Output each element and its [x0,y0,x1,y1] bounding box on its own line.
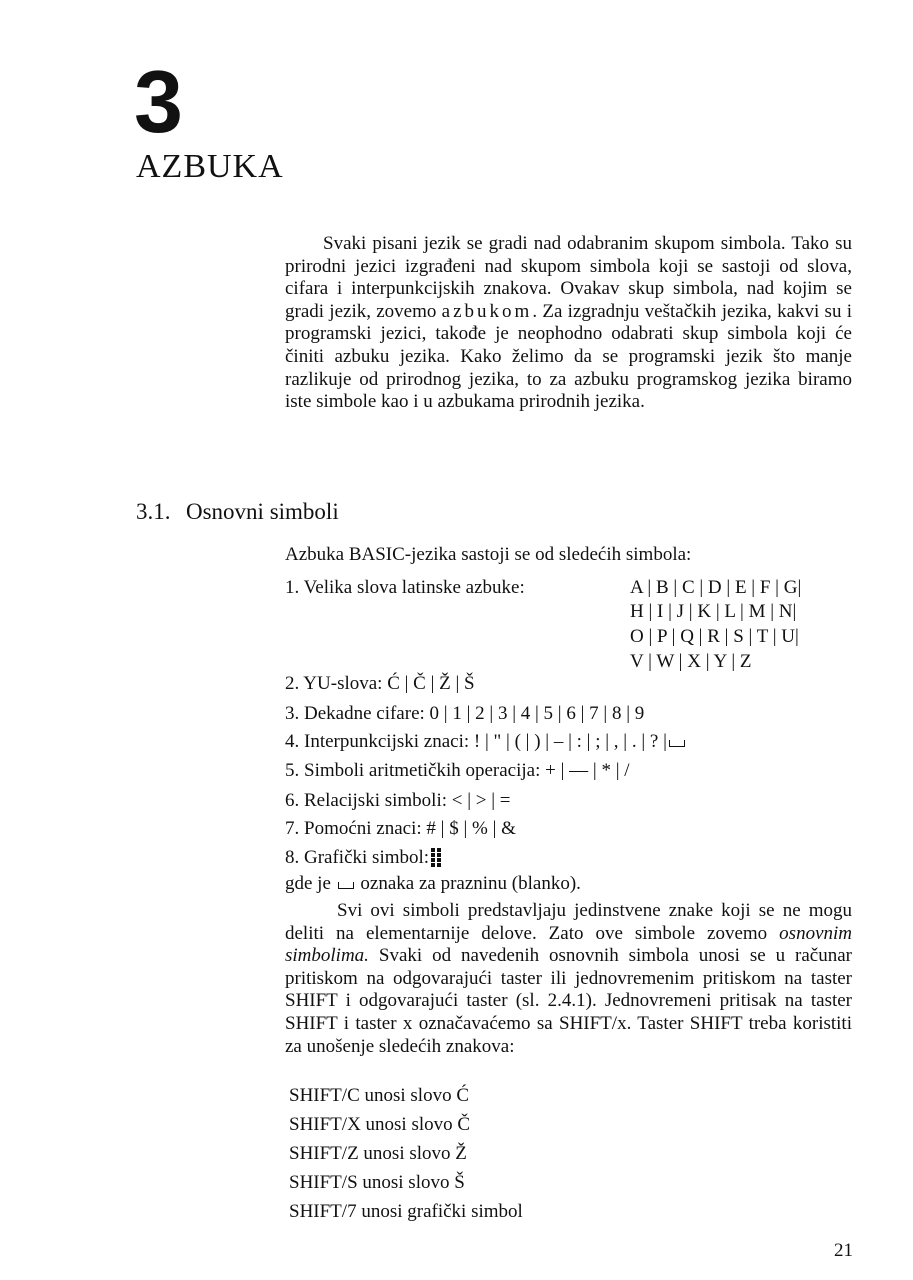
item-2: 2. YU-slova: Ć | Č | Ž | Š [285,673,475,694]
body-term: osnovnim simbolima. [285,922,852,967]
item-8 [285,847,441,869]
item-8-text: 8. Grafički simbol: [285,847,430,868]
section-lead: Azbuka BASIC-jezika sastoji se od sledećih simbola: [285,544,692,565]
blank-space-icon [669,740,685,747]
item-6: 6. Relacijski simboli: < | > | = [285,790,511,811]
item-3: 3. Dekadne cifare: 0 | 1 | 2 | 3 | 4 | 5 | 6 | 7 | 8 | 9 [285,703,645,724]
item-1-row-2: H | I | J | K | L | M | N| [630,601,797,622]
item-4-text: 4. Interpunkcijski znaci: ! | " | ( | ) | – | : | ; | , | . | ? | [285,731,667,752]
body-text-1: Svi ovi simboli predstavljaju jedinstvene znake koji se ne mogu deliti na elementarnije delove. Zato ove simbole zovemo [285,900,852,944]
blank-note [285,873,581,895]
page-number: 21 [834,1240,853,1261]
section-number: 3.1. [136,499,171,524]
section-heading [136,500,339,523]
intro-text-1: Svaki pisani jezik se gradi nad odabranim skupom simbola. Tako su prirodni jezici izgrađeni nad skupom simbola koji se sastoji od slova, cifara i interpunkcijskih znakova. Ovakav skup simbola, nad kojim se gradi jezik, zovemo [285,233,852,322]
blank-note-text-a: gde je [285,873,331,894]
shift-item: SHIFT/7 unosi grafički simbol [289,1201,523,1222]
intro-term: azbukom [441,300,533,322]
item-5: 5. Simboli aritmetičkih operacija: + | — | * | / [285,760,630,781]
intro-paragraph [285,233,852,414]
body-paragraph [285,900,852,1058]
blank-note-text-b: oznaka za prazninu (blanko). [360,873,581,894]
intro-text-2: . Za izgradnju veštačkih jezika, kakvi su i programski jezici, takođe je neophodno odabrati skup simbola koji će činiti azbuku jezika. Kako želimo da se programski jezik što manje razlikuje od prirodnog jezika, to za azbuku programskog jezika biramo iste simbole kao i u azbukama prirodnih jezika. [285,300,852,413]
item-1-row-3: O | P | Q | R | S | T | U| [630,626,799,647]
blank-space-icon [338,882,354,889]
body-text-2: Svaki od navedenih osnovnih simbola unosi se u računar pritiskom na odgovarajući taster ili jednovremenim pritiskom na taster SHIFT i odgovarajući taster (sl. 2.4.1). Jednovremeni pritisak na taster SHIFT i taster x označavaćemo sa SHIFT/x. Taster SHIFT treba koristiti za unošenje sledećih znakova: [285,945,852,1057]
chapter-number: 3 [134,52,181,151]
graphic-symbol-icon [431,848,441,868]
item-4 [285,731,687,753]
chapter-title: AZBUKA [136,148,284,185]
item-7: 7. Pomoćni znaci: # | $ | % | & [285,818,516,839]
item-1-row-4: V | W | X | Y | Z [630,651,752,672]
shift-item: SHIFT/S unosi slovo Š [289,1172,465,1193]
item-1-label: 1. Velika slova latinske azbuke: [285,577,525,598]
shift-item: SHIFT/X unosi slovo Č [289,1114,471,1135]
shift-item: SHIFT/Z unosi slovo Ž [289,1143,467,1164]
shift-item: SHIFT/C unosi slovo Ć [289,1085,470,1106]
item-1-row-1: A | B | C | D | E | F | G| [630,577,802,598]
section-title: Osnovni simboli [186,499,339,524]
